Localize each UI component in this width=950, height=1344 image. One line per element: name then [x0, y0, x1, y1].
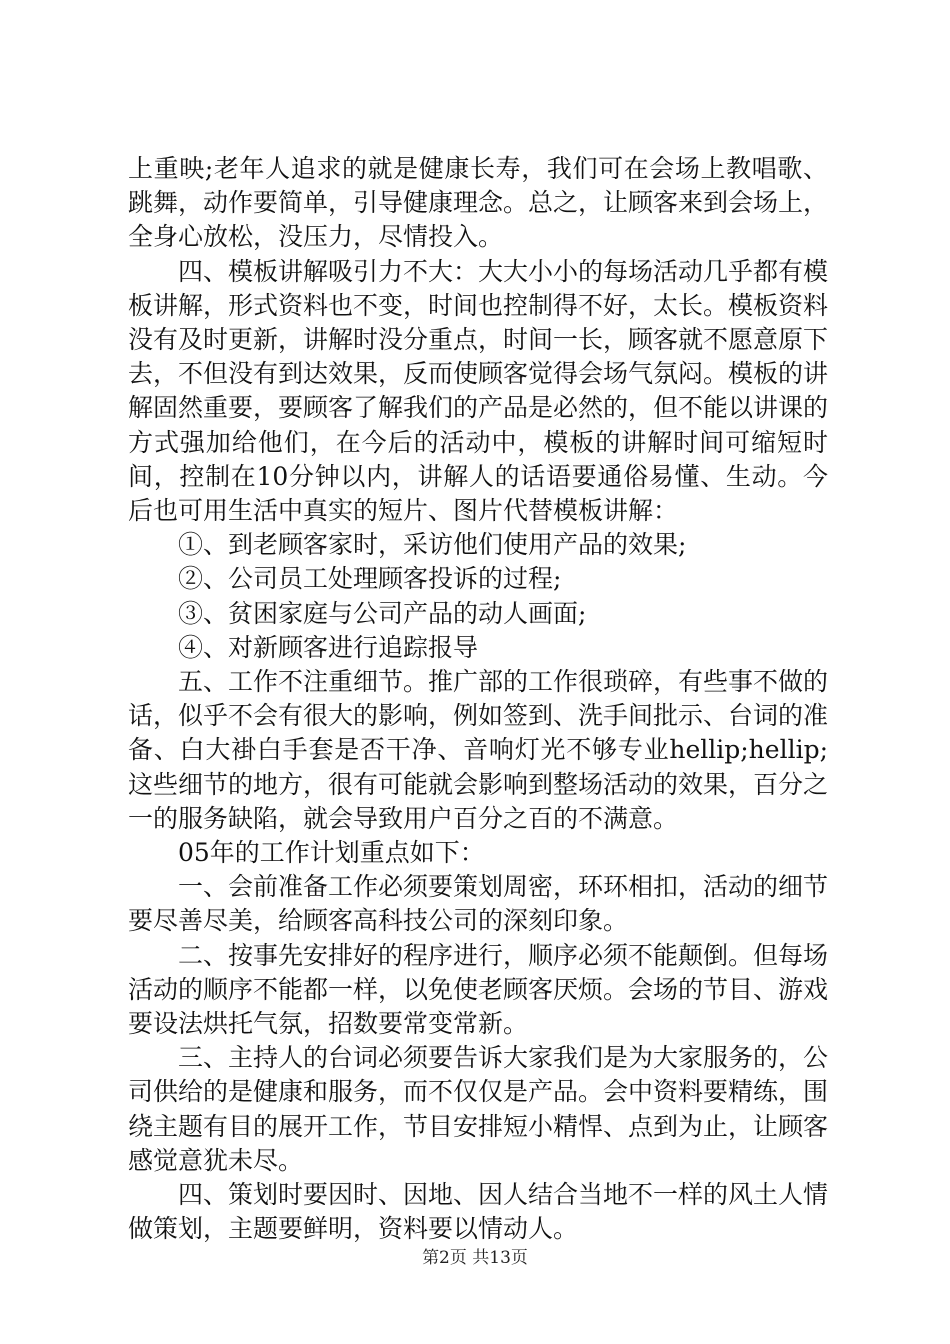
plan-item-2: 二、按事先安排好的程序进行，顺序必须不能颠倒。但每场活动的顺序不能都一样，以免使老顾客厌烦。会场的节目、游戏要设法烘托气氛，招数要常变常新。: [128, 940, 829, 1039]
plan-item-4: 四、策划时要因时、因地、因人结合当地不一样的风土人情做策划，主题要鲜明，资料要以情动人。: [128, 1180, 829, 1244]
list-item-3: ③、贫困家庭与公司产品的动人画面;: [178, 598, 587, 628]
list-item-2: ②、公司员工处理顾客投诉的过程;: [178, 564, 562, 594]
paragraph-section-4: 四、模板讲解吸引力不大：大大小小的每场活动几乎都有模板讲解，形式资料也不变，时间也控制得不好，太长。模板资料没有及时更新，讲解时没分重点，时间一长，顾客就不愿意原下去，不但没有到达效果，反而使顾客觉得会场气氛闷。模板的讲解固然重要，要顾客了解我们的产品是必然的，但不能以讲课的方式强加给他们，在今后的活动中，模板的讲解时间可缩短时间，控制在10分钟以内，讲解人的话语要通俗易懂、生动。今后也可用生活中真实的短片、图片代替模板讲解：: [128, 256, 829, 526]
document-body: [128, 152, 828, 1247]
plan-item-1: 一、会前准备工作必须要策划周密，环环相扣，活动的细节要尽善尽美，给顾客高科技公司的深刻印象。: [128, 872, 829, 936]
list-item-1: ①、到老顾客家时，采访他们使用产品的效果;: [178, 530, 687, 560]
paragraph-section-5: 五、工作不注重细节。推广部的工作很琐碎，有些事不做的话，似乎不会有很大的影响，例如签到、洗手间批示、台词的准备、白大褂白手套是否干净、音响灯光不够专业hellip;hellip;这些细节的地方，很有可能就会影响到整场活动的效果，百分之一的服务缺陷，就会导致用户百分之百的不满意。: [128, 667, 829, 833]
plan-heading: 05年的工作计划重点如下：: [178, 838, 485, 868]
list-item-4: ④、对新顾客进行追踪报导: [178, 632, 479, 662]
paragraph-continuation: 上重映;老年人追求的就是健康长寿，我们可在会场上教唱歌、跳舞，动作要简单，引导健康理念。总之，让顾客来到会场上，全身心放松，没压力，尽情投入。: [128, 154, 829, 252]
page-footer: 第2页 共13页: [422, 1248, 528, 1268]
plan-item-3: 三、主持人的台词必须要告诉大家我们是为大家服务的，公司供给的是健康和服务，而不仅仅是产品。会中资料要精练，围绕主题有目的展开工作，节目安排短小精悍、点到为止，让顾客感觉意犹未尽。: [128, 1043, 829, 1175]
